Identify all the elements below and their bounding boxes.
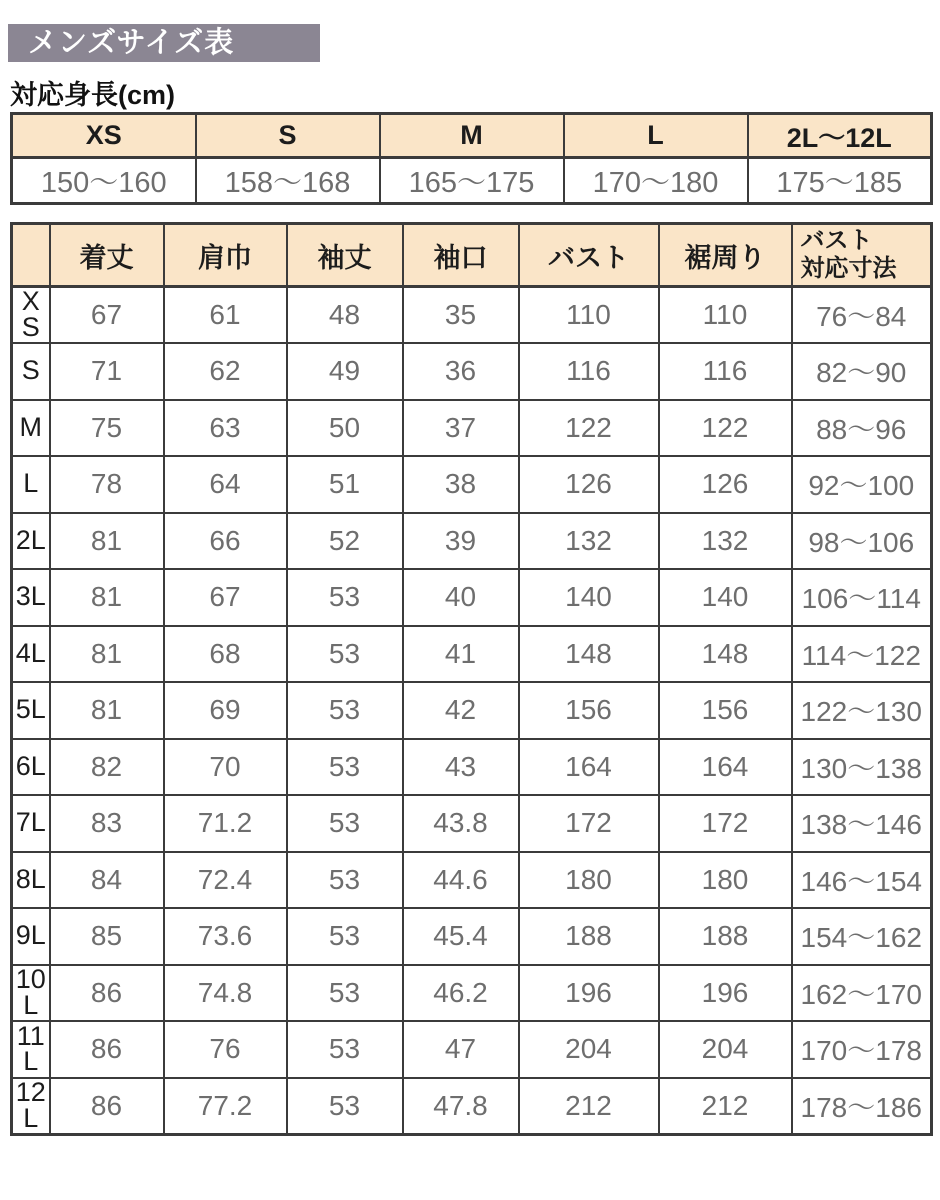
size-label: 8L	[12, 852, 50, 909]
measurement-value: 172	[659, 795, 792, 852]
size-row	[12, 908, 932, 965]
height-range-value: 158～168	[196, 158, 380, 204]
measurement-value: 212	[659, 1078, 792, 1135]
measurement-value: 85	[50, 908, 164, 965]
column-header-bust-range-line2: 対応寸法	[800, 255, 897, 282]
measurement-value: 43.8	[403, 795, 519, 852]
height-range-value: 165～175	[380, 158, 564, 204]
measurement-value: 44.6	[403, 852, 519, 909]
measurement-value: 74.8	[164, 965, 287, 1022]
measurement-value: 72.4	[164, 852, 287, 909]
size-row	[12, 400, 932, 457]
measurement-value: 42	[403, 682, 519, 739]
measurement-value: 180	[659, 852, 792, 909]
height-range-label: 対応身長(cm)	[10, 80, 176, 110]
measurement-value: 146～154	[792, 852, 932, 909]
size-table	[10, 222, 933, 1136]
measurement-value: 110	[659, 287, 792, 344]
measurement-value: 53	[287, 1078, 403, 1135]
measurement-value: 36	[403, 343, 519, 400]
size-label: 6L	[12, 739, 50, 796]
column-header: 袖口	[403, 224, 519, 287]
measurement-value: 178～186	[792, 1078, 932, 1135]
measurement-value: 52	[287, 513, 403, 570]
measurement-value: 71.2	[164, 795, 287, 852]
measurement-value: 188	[659, 908, 792, 965]
height-column-header: XS	[12, 114, 196, 158]
measurement-value: 122	[519, 400, 659, 457]
measurement-value: 156	[659, 682, 792, 739]
measurement-value: 148	[659, 626, 792, 683]
measurement-value: 47	[403, 1021, 519, 1078]
size-label: 11L	[12, 1021, 50, 1078]
measurement-value: 83	[50, 795, 164, 852]
measurement-value: 70	[164, 739, 287, 796]
size-label: 7L	[12, 795, 50, 852]
height-column-header: S	[196, 114, 380, 158]
size-row	[12, 795, 932, 852]
measurement-value: 126	[659, 456, 792, 513]
measurement-value: 48	[287, 287, 403, 344]
measurement-value: 41	[403, 626, 519, 683]
height-column-header: 2L～12L	[748, 114, 932, 158]
size-row	[12, 965, 932, 1022]
measurement-value: 132	[659, 513, 792, 570]
measurement-value: 63	[164, 400, 287, 457]
measurement-value: 204	[659, 1021, 792, 1078]
measurement-value: 86	[50, 965, 164, 1022]
measurement-value: 67	[164, 569, 287, 626]
measurement-value: 50	[287, 400, 403, 457]
measurement-value: 140	[659, 569, 792, 626]
measurement-value: 49	[287, 343, 403, 400]
measurement-value: 37	[403, 400, 519, 457]
measurement-value: 67	[50, 287, 164, 344]
measurement-value: 126	[519, 456, 659, 513]
measurement-value: 180	[519, 852, 659, 909]
size-label: 2L	[12, 513, 50, 570]
measurement-value: 172	[519, 795, 659, 852]
height-range-value: 150～160	[12, 158, 196, 204]
column-header: 袖丈	[287, 224, 403, 287]
size-label: 4L	[12, 626, 50, 683]
height-range-value: 175～185	[748, 158, 932, 204]
measurement-value: 73.6	[164, 908, 287, 965]
measurement-value: 204	[519, 1021, 659, 1078]
measurement-value: 122～130	[792, 682, 932, 739]
size-label: L	[12, 456, 50, 513]
measurement-value: 138～146	[792, 795, 932, 852]
height-table-value-row	[12, 158, 932, 204]
height-column-header: L	[564, 114, 748, 158]
size-row	[12, 513, 932, 570]
measurement-value: 116	[659, 343, 792, 400]
measurement-value: 53	[287, 1021, 403, 1078]
height-column-header: M	[380, 114, 564, 158]
measurement-value: 81	[50, 682, 164, 739]
measurement-value: 132	[519, 513, 659, 570]
measurement-value: 106～114	[792, 569, 932, 626]
measurement-value: 196	[519, 965, 659, 1022]
measurement-value: 69	[164, 682, 287, 739]
measurement-value: 77.2	[164, 1078, 287, 1135]
measurement-value: 53	[287, 569, 403, 626]
size-row	[12, 1078, 932, 1135]
measurement-value: 122	[659, 400, 792, 457]
measurement-value: 82	[50, 739, 164, 796]
size-label: S	[12, 343, 50, 400]
measurement-value: 71	[50, 343, 164, 400]
measurement-value: 84	[50, 852, 164, 909]
measurement-value: 148	[519, 626, 659, 683]
column-header: 裾周り	[659, 224, 792, 287]
measurement-value: 81	[50, 626, 164, 683]
measurement-value: 53	[287, 682, 403, 739]
measurement-value: 156	[519, 682, 659, 739]
size-row	[12, 456, 932, 513]
size-row	[12, 343, 932, 400]
measurement-value: 40	[403, 569, 519, 626]
measurement-value: 81	[50, 513, 164, 570]
measurement-value: 154～162	[792, 908, 932, 965]
measurement-value: 66	[164, 513, 287, 570]
measurement-value: 61	[164, 287, 287, 344]
measurement-value: 53	[287, 852, 403, 909]
size-label: XS	[12, 287, 50, 344]
measurement-value: 62	[164, 343, 287, 400]
measurement-value: 76	[164, 1021, 287, 1078]
measurement-value: 212	[519, 1078, 659, 1135]
measurement-value: 53	[287, 739, 403, 796]
measurement-value: 35	[403, 287, 519, 344]
size-row	[12, 739, 932, 796]
page-title: メンズサイズ表	[8, 24, 320, 62]
measurement-value: 68	[164, 626, 287, 683]
measurement-value: 164	[659, 739, 792, 796]
measurement-value: 114～122	[792, 626, 932, 683]
measurement-value: 170～178	[792, 1021, 932, 1078]
height-range-value: 170～180	[564, 158, 748, 204]
measurement-value: 92～100	[792, 456, 932, 513]
measurement-value: 86	[50, 1078, 164, 1135]
measurement-value: 43	[403, 739, 519, 796]
measurement-value: 110	[519, 287, 659, 344]
size-label: 10L	[12, 965, 50, 1022]
measurement-value: 188	[519, 908, 659, 965]
size-label: 9L	[12, 908, 50, 965]
measurement-value: 38	[403, 456, 519, 513]
corner-header-cell	[12, 224, 50, 287]
measurement-value: 140	[519, 569, 659, 626]
size-table-header-row	[12, 224, 932, 287]
size-label: M	[12, 400, 50, 457]
size-row	[12, 287, 932, 344]
measurement-value: 162～170	[792, 965, 932, 1022]
size-row	[12, 852, 932, 909]
size-label: 5L	[12, 682, 50, 739]
size-row	[12, 682, 932, 739]
measurement-value: 45.4	[403, 908, 519, 965]
measurement-value: 164	[519, 739, 659, 796]
size-label: 12L	[12, 1078, 50, 1135]
measurement-value: 130～138	[792, 739, 932, 796]
height-table	[10, 112, 933, 205]
size-row	[12, 626, 932, 683]
measurement-value: 46.2	[403, 965, 519, 1022]
measurement-value: 98～106	[792, 513, 932, 570]
measurement-value: 78	[50, 456, 164, 513]
size-row	[12, 1021, 932, 1078]
size-label: 3L	[12, 569, 50, 626]
measurement-value: 39	[403, 513, 519, 570]
measurement-value: 53	[287, 965, 403, 1022]
column-header: 着丈	[50, 224, 164, 287]
measurement-value: 76～84	[792, 287, 932, 344]
column-header-bust-range-line1: バスト	[800, 227, 873, 255]
column-header: 肩巾	[164, 224, 287, 287]
measurement-value: 75	[50, 400, 164, 457]
height-table-header-row	[12, 114, 932, 158]
measurement-value: 53	[287, 795, 403, 852]
measurement-value: 86	[50, 1021, 164, 1078]
measurement-value: 82～90	[792, 343, 932, 400]
measurement-value: 51	[287, 456, 403, 513]
measurement-value: 88～96	[792, 400, 932, 457]
measurement-value: 53	[287, 626, 403, 683]
measurement-value: 53	[287, 908, 403, 965]
measurement-value: 196	[659, 965, 792, 1022]
column-header: バスト	[519, 224, 659, 287]
measurement-value: 47.8	[403, 1078, 519, 1135]
measurement-value: 64	[164, 456, 287, 513]
measurement-value: 116	[519, 343, 659, 400]
size-row	[12, 569, 932, 626]
column-header-bust-range	[792, 224, 932, 287]
measurement-value: 81	[50, 569, 164, 626]
